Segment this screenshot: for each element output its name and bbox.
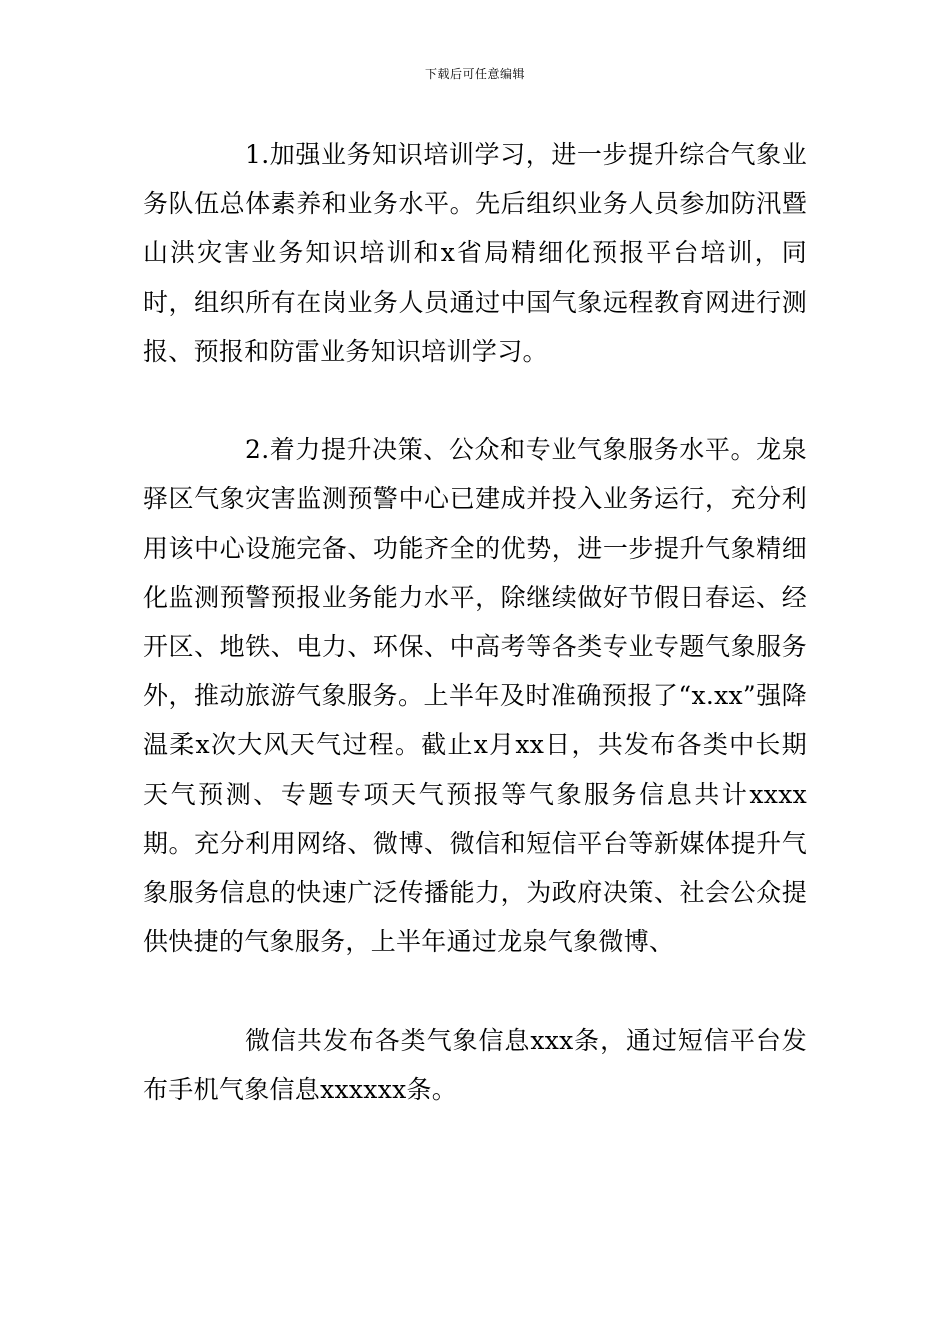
page-header: 下载后可任意编辑 [424,67,525,81]
document-body [143,130,807,1114]
paragraph-1: 1.加强业务知识培训学习，进一步提升综合气象业务队伍总体素养和业务水平。先后组织业务人员参加防汛暨山洪灾害业务知识培训和x省局精细化预报平台培训，同时，组织所有在岗业务人员通过中国气象远程教育网进行测报、预报和防雷业务知识培训学习。 [143,140,807,366]
paragraph-2: 2.着力提升决策、公众和专业气象服务水平。龙泉驿区气象灾害监测预警中心已建成并投入业务运行，充分利用该中心设施完备、功能齐全的优势，进一步提升气象精细化监测预警预报业务能力水平，除继续做好节假日春运、经开区、地铁、电力、环保、中高考等各类专业专题气象服务外，推动旅游气象服务。上半年及时准确预报了“x.xx”强降温柔x次大风天气过程。截止x月xx日，共发布各类中长期天气预测、专题专项天气预报等气象服务信息共计xxxx期。充分利用网络、微博、微信和短信平台等新媒体提升气象服务信息的快速广泛传播能力，为政府决策、社会公众提供快捷的气象服务，上半年通过龙泉气象微博、 [143,435,807,957]
paragraph-3: 微信共发布各类气象信息xxx条，通过短信平台发布手机气象信息xxxxxx条。 [143,1025,807,1104]
